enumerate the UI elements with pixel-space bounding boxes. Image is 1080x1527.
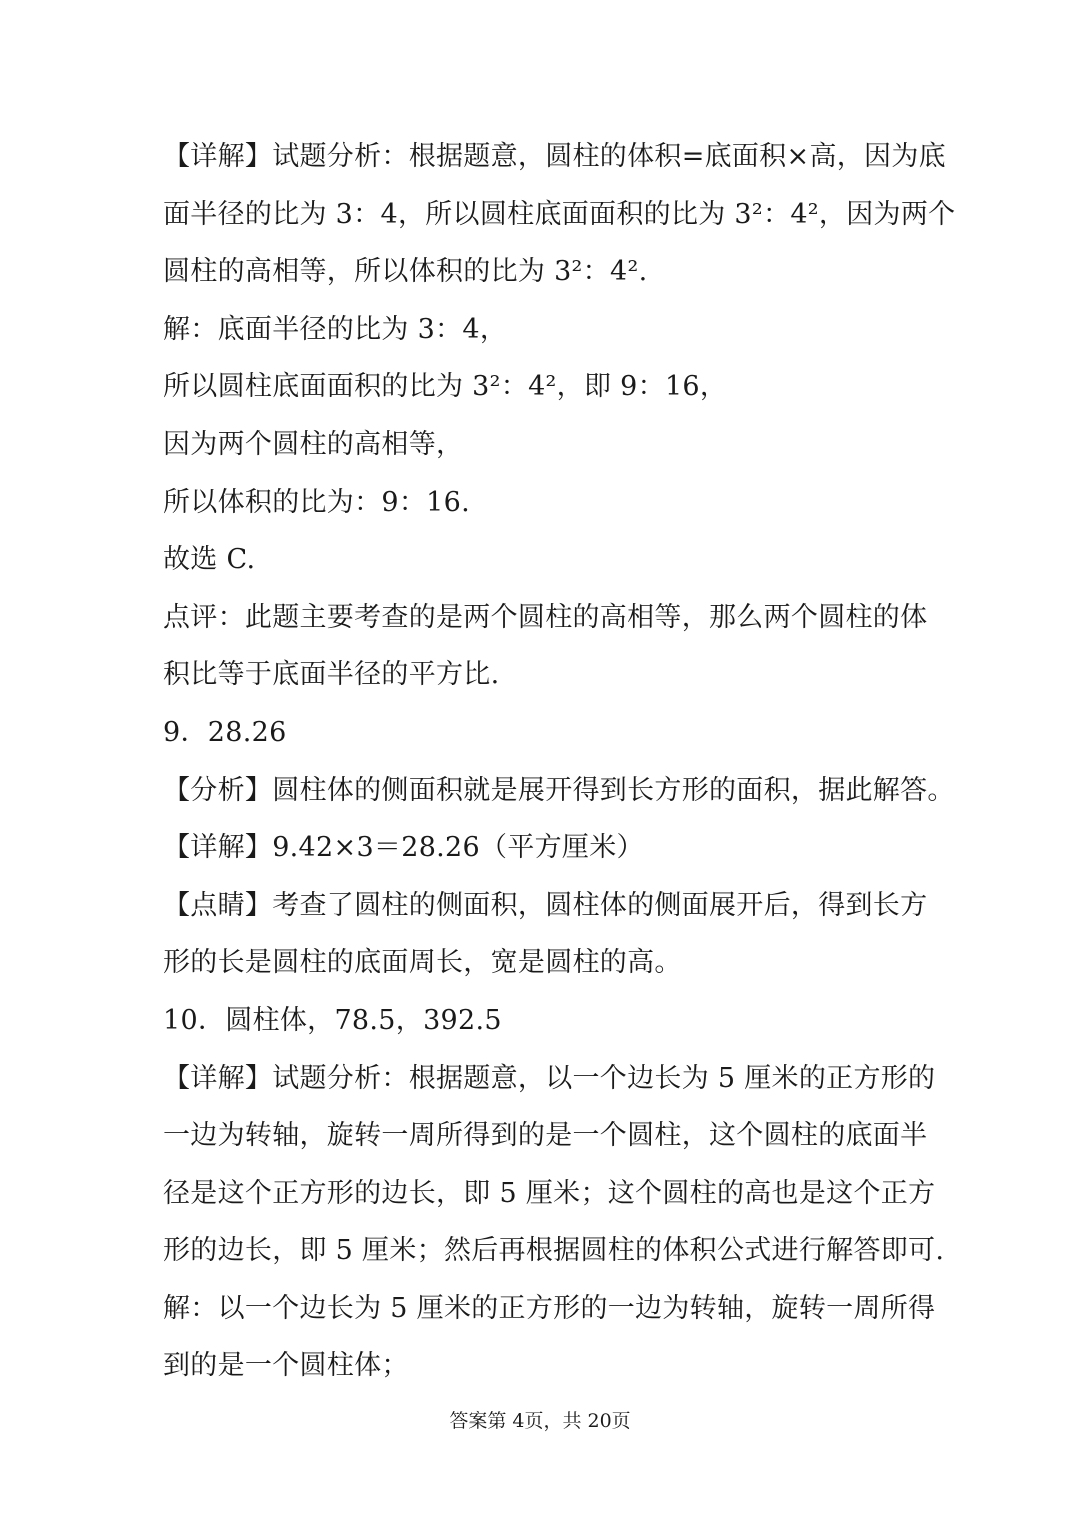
text-line: 径是这个正方形的边长，即 5 厘米；这个圆柱的高也是这个正方 <box>163 1177 936 1209</box>
text-line: 9．28.26 <box>163 716 287 748</box>
text-line: 【点睛】考查了圆柱的侧面积，圆柱体的侧面展开后，得到长方 <box>163 889 928 921</box>
text-line: 圆柱的高相等，所以体积的比为 3²：4². <box>163 256 648 288</box>
text-line: 【详解】9.42×3＝28.26（平方厘米） <box>163 832 644 864</box>
text-line: 点评：此题主要考查的是两个圆柱的高相等，那么两个圆柱的体 <box>163 601 928 633</box>
page-footer: 答案第 4页，共 20页 <box>449 1410 631 1432</box>
text-line: 形的长是圆柱的底面周长，宽是圆柱的高。 <box>163 947 682 979</box>
text-line: 面半径的比为 3：4，所以圆柱底面面积的比为 3²：4²，因为两个 <box>163 198 956 230</box>
text-line: 到的是一个圆柱体； <box>163 1350 409 1382</box>
text-line: 所以圆柱底面面积的比为 3²：4²，即 9：16， <box>163 371 728 403</box>
text-line: 【分析】圆柱体的侧面积就是展开得到长方形的面积，据此解答。 <box>163 774 955 806</box>
text-line: 【详解】试题分析：根据题意，以一个边长为 5 厘米的正方形的 <box>163 1062 936 1094</box>
text-line: 形的边长，即 5 厘米；然后再根据圆柱的体积公式进行解答即可. <box>163 1235 945 1267</box>
text-line: 因为两个圆柱的高相等， <box>163 428 464 460</box>
text-line: 故选 C. <box>163 544 256 576</box>
document-body <box>163 128 956 1395</box>
text-line: 积比等于底面半径的平方比. <box>163 659 500 691</box>
text-line: 10．圆柱体，78.5，392.5 <box>163 1004 502 1036</box>
text-line: 所以体积的比为：9：16. <box>163 486 471 518</box>
text-line: 解：以一个边长为 5 厘米的正方形的一边为转轴，旋转一周所得 <box>163 1292 936 1324</box>
text-line: 解：底面半径的比为 3：4， <box>163 313 508 345</box>
text-line: 一边为转轴，旋转一周所得到的是一个圆柱，这个圆柱的底面半 <box>163 1120 928 1152</box>
text-line: 【详解】试题分析：根据题意，圆柱的体积=底面积×高，因为底 <box>163 141 946 172</box>
